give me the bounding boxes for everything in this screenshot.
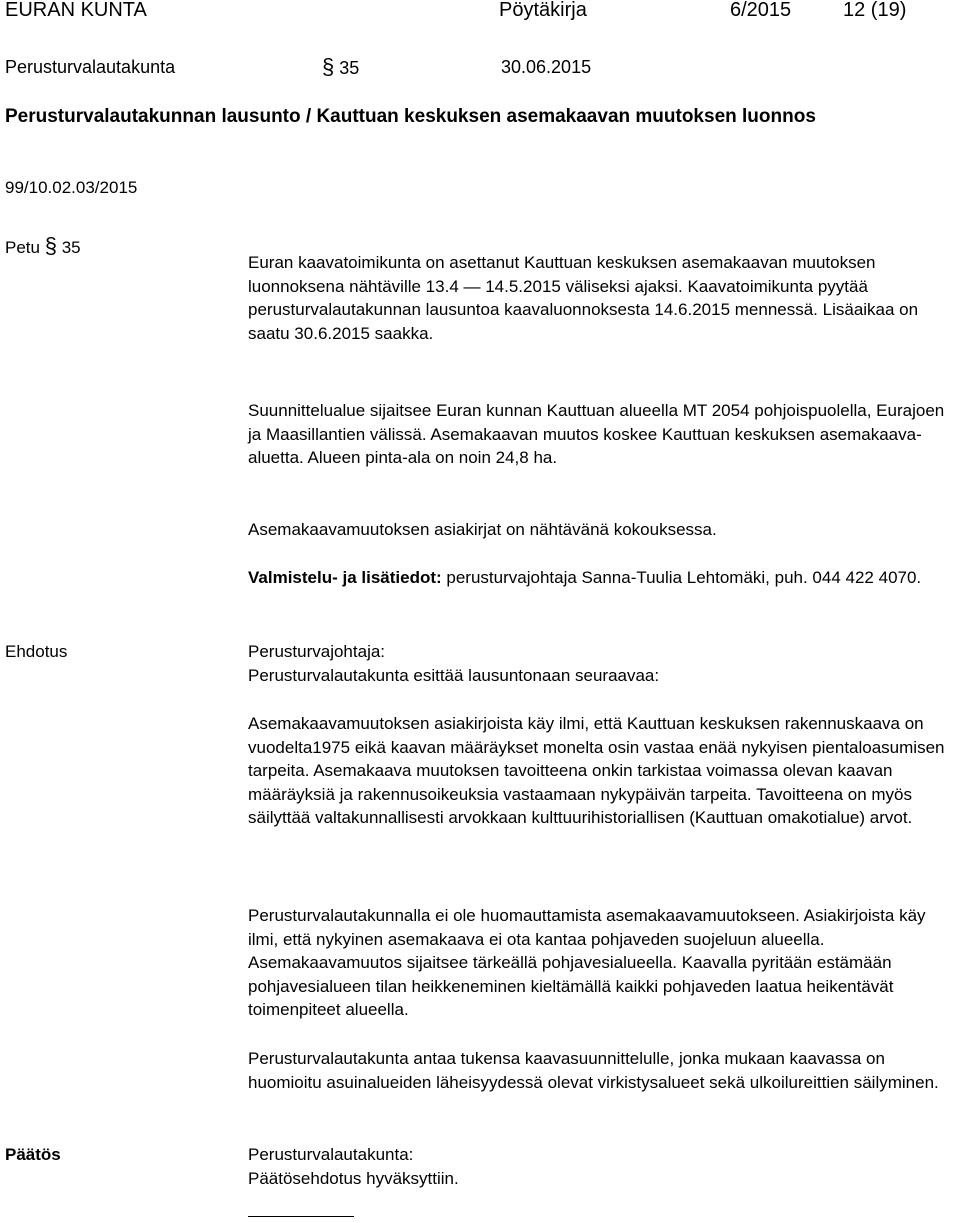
- meeting-date: 30.06.2015: [501, 57, 592, 77]
- info-label: Valmistelu- ja lisätiedot:: [248, 568, 442, 587]
- section-number-value: 35: [339, 58, 360, 78]
- preparation-paragraph-1: [248, 251, 958, 345]
- proposal-paragraph-3: [248, 1047, 958, 1094]
- decision-text: Päätösehdotus hyväksyttiin.: [248, 1168, 459, 1188]
- board-name: Perusturvalautakunta: [5, 57, 176, 77]
- reference-prefix: Petu: [5, 238, 40, 257]
- decision-label: Päätös: [5, 1145, 61, 1164]
- page-number: 12 (19): [843, 0, 907, 21]
- preparation-text-1: Euran kaavatoimikunta on asettanut Kauttuan keskuksen asemakaavan muutoksen luonnoksena nähtäville 13.4 — 14.5.2015 väliseksi ajaksi. Kaavatoimikunta pyytää perusturvalautakunnan lausuntoa kaavaluonnoksesta 14.6.2015 mennessä. Lisäaikaa on saatu 30.6.2015 saakka.: [248, 253, 919, 343]
- decision-block: [248, 1143, 958, 1190]
- proposal-text-3: Perusturvalautakunta antaa tukensa kaavasuunnittelulle, jonka mukaan kaavassa on huomioitu asuinalueiden läheisyydessä olevat virkistysalueet sekä ulkoilureittien säilyminen.: [248, 1049, 939, 1092]
- proposal-text-1: Asemakaavamuutoksen asiakirjoista käy ilmi, että Kauttuan keskuksen rakennuskaava on vuodelta1975 eikä kaavan määräykset monelta osin vastaa enää nykyisen pientaloasumisen tarpeita. Asemakaava muutoksen tavoitteena onkin tarkistaa voimassa olevan kaavan määräyksiä ja rakennusoikeuksia vastaamaan nykypäivän tarpeita. Tavoitteena on myös säilyttää valtakunnallisesti arvokkaan kulttuurihistoriallisen (Kauttuan omakotialue) arvot.: [248, 714, 945, 827]
- preparation-info: [248, 566, 958, 590]
- info-contact: perusturvajohtaja Sanna-Tuulia Lehtomäki, puh. 044 422 4070.: [441, 568, 922, 587]
- section-reference: [5, 235, 81, 259]
- reference-section-sign: §: [44, 233, 57, 258]
- document-type: Pöytäkirja: [499, 0, 587, 21]
- preparation-paragraph-2: [248, 399, 958, 470]
- preparation-text-2: Suunnittelualue sijaitsee Euran kunnan Kauttuan alueella MT 2054 pohjoispuolella, Eurajoen ja Maasillantien välissä. Asemakaavan muutos koskee Kauttuan keskuksen asemakaava-aluetta. Alueen pinta-ala on noin 24,8 ha.: [248, 401, 945, 467]
- document-number: 6/2015: [730, 0, 792, 21]
- section-sign: §: [322, 54, 335, 79]
- document-id: 99/10.02.03/2015: [5, 178, 138, 197]
- preparation-text-3: Asemakaavamuutoksen asiakirjat on nähtävänä kokouksessa.: [248, 520, 717, 539]
- preparation-paragraph-3: [248, 518, 958, 542]
- proposal-speaker: [248, 640, 958, 687]
- proposal-speaker-text: Perusturvajohtaja:: [248, 642, 386, 661]
- proposal-intro: Perusturvalautakunta esittää lausuntonaan seuraavaa:: [248, 665, 660, 685]
- organization-name: EURAN KUNTA: [5, 0, 147, 21]
- proposal-paragraph-1: [248, 712, 958, 830]
- section-number: [322, 56, 359, 79]
- proposal-label: Ehdotus: [5, 642, 68, 661]
- decision-speaker: Perusturvalautakunta:: [248, 1145, 414, 1164]
- proposal-paragraph-2: [248, 904, 958, 1022]
- preparation-info-text: [248, 566, 958, 590]
- signature-line: [248, 1216, 354, 1217]
- page-title: Perusturvalautakunnan lausunto / Kauttuan keskuksen asemakaavan muutoksen luonnos: [5, 106, 816, 127]
- proposal-text-2: Perusturvalautakunnalla ei ole huomauttamista asemakaavamuutokseen. Asiakirjoista käy ilmi, että nykyinen asemakaava ei ota kantaa pohjaveden suojeluun alueella. Asemakaavamuutos sijaitsee tärkeällä pohjavesialueella. Kaavalla pyritään estämään pohjavesialueen tilan heikkeneminen kieltämällä kaikki pohjaveden laatua heikentävät toimenpiteet alueella.: [248, 906, 926, 1019]
- reference-number: 35: [61, 238, 81, 257]
